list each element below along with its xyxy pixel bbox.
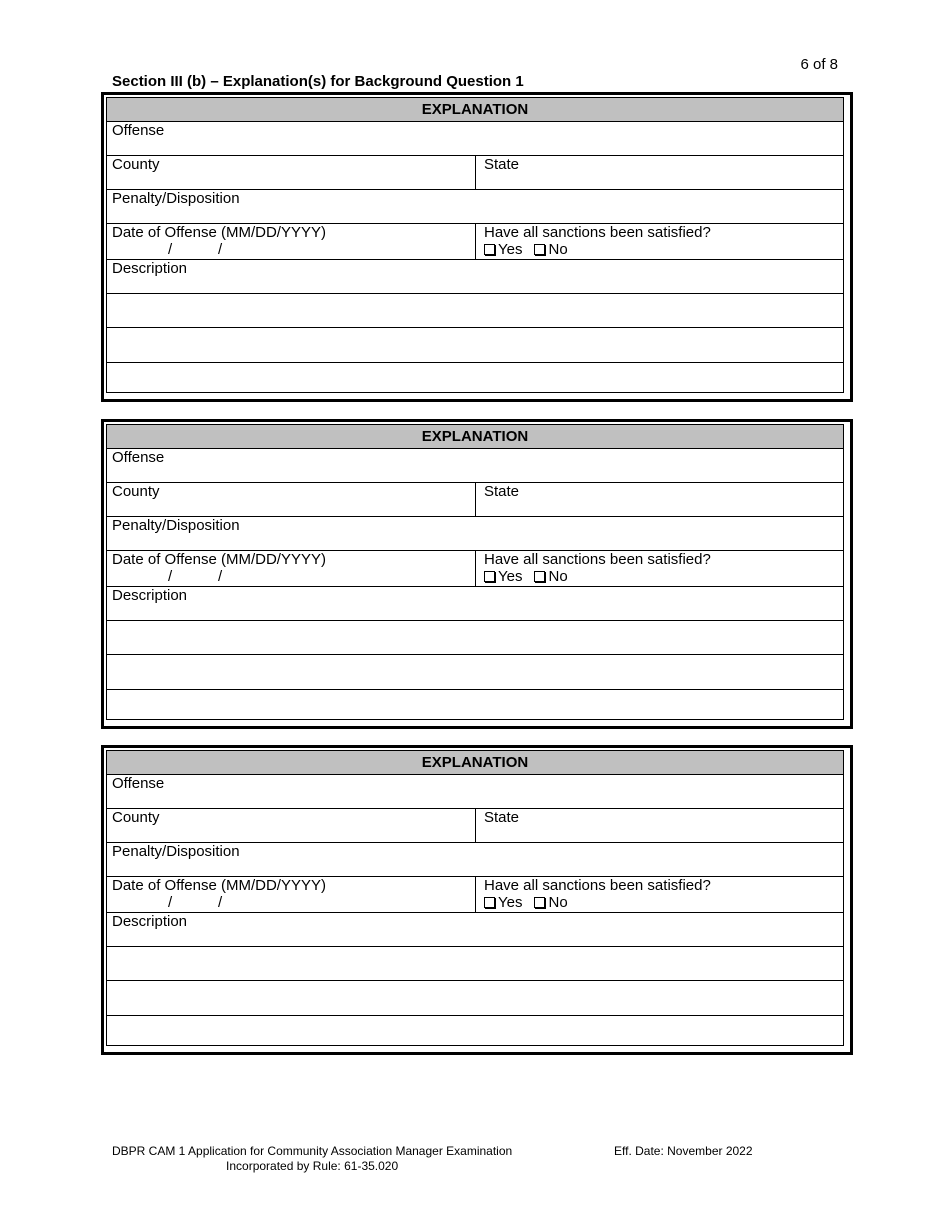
sanctions-question: Have all sanctions been satisfied?: [484, 877, 711, 894]
explanation-header: EXPLANATION: [107, 425, 843, 449]
description-line[interactable]: [107, 294, 843, 328]
county-label: County: [112, 809, 160, 826]
yes-label: Yes: [498, 894, 523, 911]
county-field[interactable]: [107, 483, 476, 516]
explanation-form-2: [101, 419, 853, 729]
offense-field[interactable]: [107, 122, 843, 155]
description-line[interactable]: [107, 690, 843, 724]
state-field[interactable]: [476, 809, 843, 842]
county-field[interactable]: [107, 156, 476, 189]
yes-option[interactable]: [484, 241, 522, 258]
penalty-label: Penalty/Disposition: [112, 190, 240, 207]
description-line[interactable]: [107, 1016, 843, 1050]
description-line[interactable]: [107, 655, 843, 690]
county-label: County: [112, 483, 160, 500]
date-label: Date of Offense (MM/DD/YYYY): [112, 551, 326, 568]
description-label: Description: [112, 260, 188, 277]
sanctions-field: [476, 877, 843, 912]
description-field[interactable]: [107, 260, 843, 293]
yes-label: Yes: [498, 568, 523, 585]
penalty-field[interactable]: [107, 843, 843, 876]
penalty-label: Penalty/Disposition: [112, 843, 240, 860]
state-label: State: [484, 809, 520, 826]
section-title: Section III (b) – Explanation(s) for Background Question 1: [112, 73, 524, 90]
description-label: Description: [112, 913, 188, 930]
state-label: State: [484, 156, 520, 173]
explanation-header: EXPLANATION: [107, 751, 843, 775]
no-option[interactable]: [534, 568, 567, 585]
offense-field[interactable]: [107, 775, 843, 808]
state-label: State: [484, 483, 520, 500]
penalty-label: Penalty/Disposition: [112, 517, 240, 534]
description-line[interactable]: [107, 947, 843, 981]
sanctions-field: [476, 551, 843, 586]
date-label: Date of Offense (MM/DD/YYYY): [112, 224, 326, 241]
no-label: No: [548, 241, 568, 258]
description-line[interactable]: [107, 363, 843, 397]
no-checkbox-icon[interactable]: [534, 897, 545, 908]
no-checkbox-icon[interactable]: [534, 244, 545, 255]
footer-eff-date: Eff. Date: November 2022: [614, 1144, 753, 1158]
page-number: 6 of 8: [800, 56, 838, 73]
sanctions-question: Have all sanctions been satisfied?: [484, 224, 711, 241]
no-option[interactable]: [534, 894, 567, 911]
no-option[interactable]: [534, 241, 567, 258]
footer-form-info: [112, 1144, 512, 1174]
offense-label: Offense: [112, 449, 165, 466]
no-label: No: [548, 568, 568, 585]
date-of-offense-field[interactable]: [107, 877, 476, 912]
date-slashes: / /: [168, 241, 223, 258]
no-label: No: [548, 894, 568, 911]
description-line[interactable]: [107, 981, 843, 1016]
explanation-form-1: [101, 92, 853, 402]
offense-label: Offense: [112, 122, 165, 139]
date-of-offense-field[interactable]: [107, 551, 476, 586]
date-slashes: / /: [168, 568, 223, 585]
footer-rule: Incorporated by Rule: 61-35.020: [226, 1159, 399, 1173]
yes-checkbox-icon[interactable]: [484, 897, 495, 908]
footer-form-name: DBPR CAM 1 Application for Community Association Manager Examination: [112, 1144, 513, 1158]
offense-field[interactable]: [107, 449, 843, 482]
date-of-offense-field[interactable]: [107, 224, 476, 259]
no-checkbox-icon[interactable]: [534, 571, 545, 582]
state-field[interactable]: [476, 156, 843, 189]
yes-label: Yes: [498, 241, 523, 258]
sanctions-question: Have all sanctions been satisfied?: [484, 551, 711, 568]
date-slashes: / /: [168, 894, 223, 911]
penalty-field[interactable]: [107, 517, 843, 550]
description-label: Description: [112, 587, 188, 604]
sanctions-field: [476, 224, 843, 259]
date-label: Date of Offense (MM/DD/YYYY): [112, 877, 326, 894]
description-field[interactable]: [107, 587, 843, 620]
county-field[interactable]: [107, 809, 476, 842]
offense-label: Offense: [112, 775, 165, 792]
explanation-header: EXPLANATION: [107, 98, 843, 122]
county-label: County: [112, 156, 160, 173]
description-field[interactable]: [107, 913, 843, 946]
yes-checkbox-icon[interactable]: [484, 244, 495, 255]
yes-option[interactable]: [484, 568, 522, 585]
description-line[interactable]: [107, 621, 843, 655]
yes-option[interactable]: [484, 894, 522, 911]
explanation-form-3: [101, 745, 853, 1055]
yes-checkbox-icon[interactable]: [484, 571, 495, 582]
penalty-field[interactable]: [107, 190, 843, 223]
state-field[interactable]: [476, 483, 843, 516]
description-line[interactable]: [107, 328, 843, 363]
